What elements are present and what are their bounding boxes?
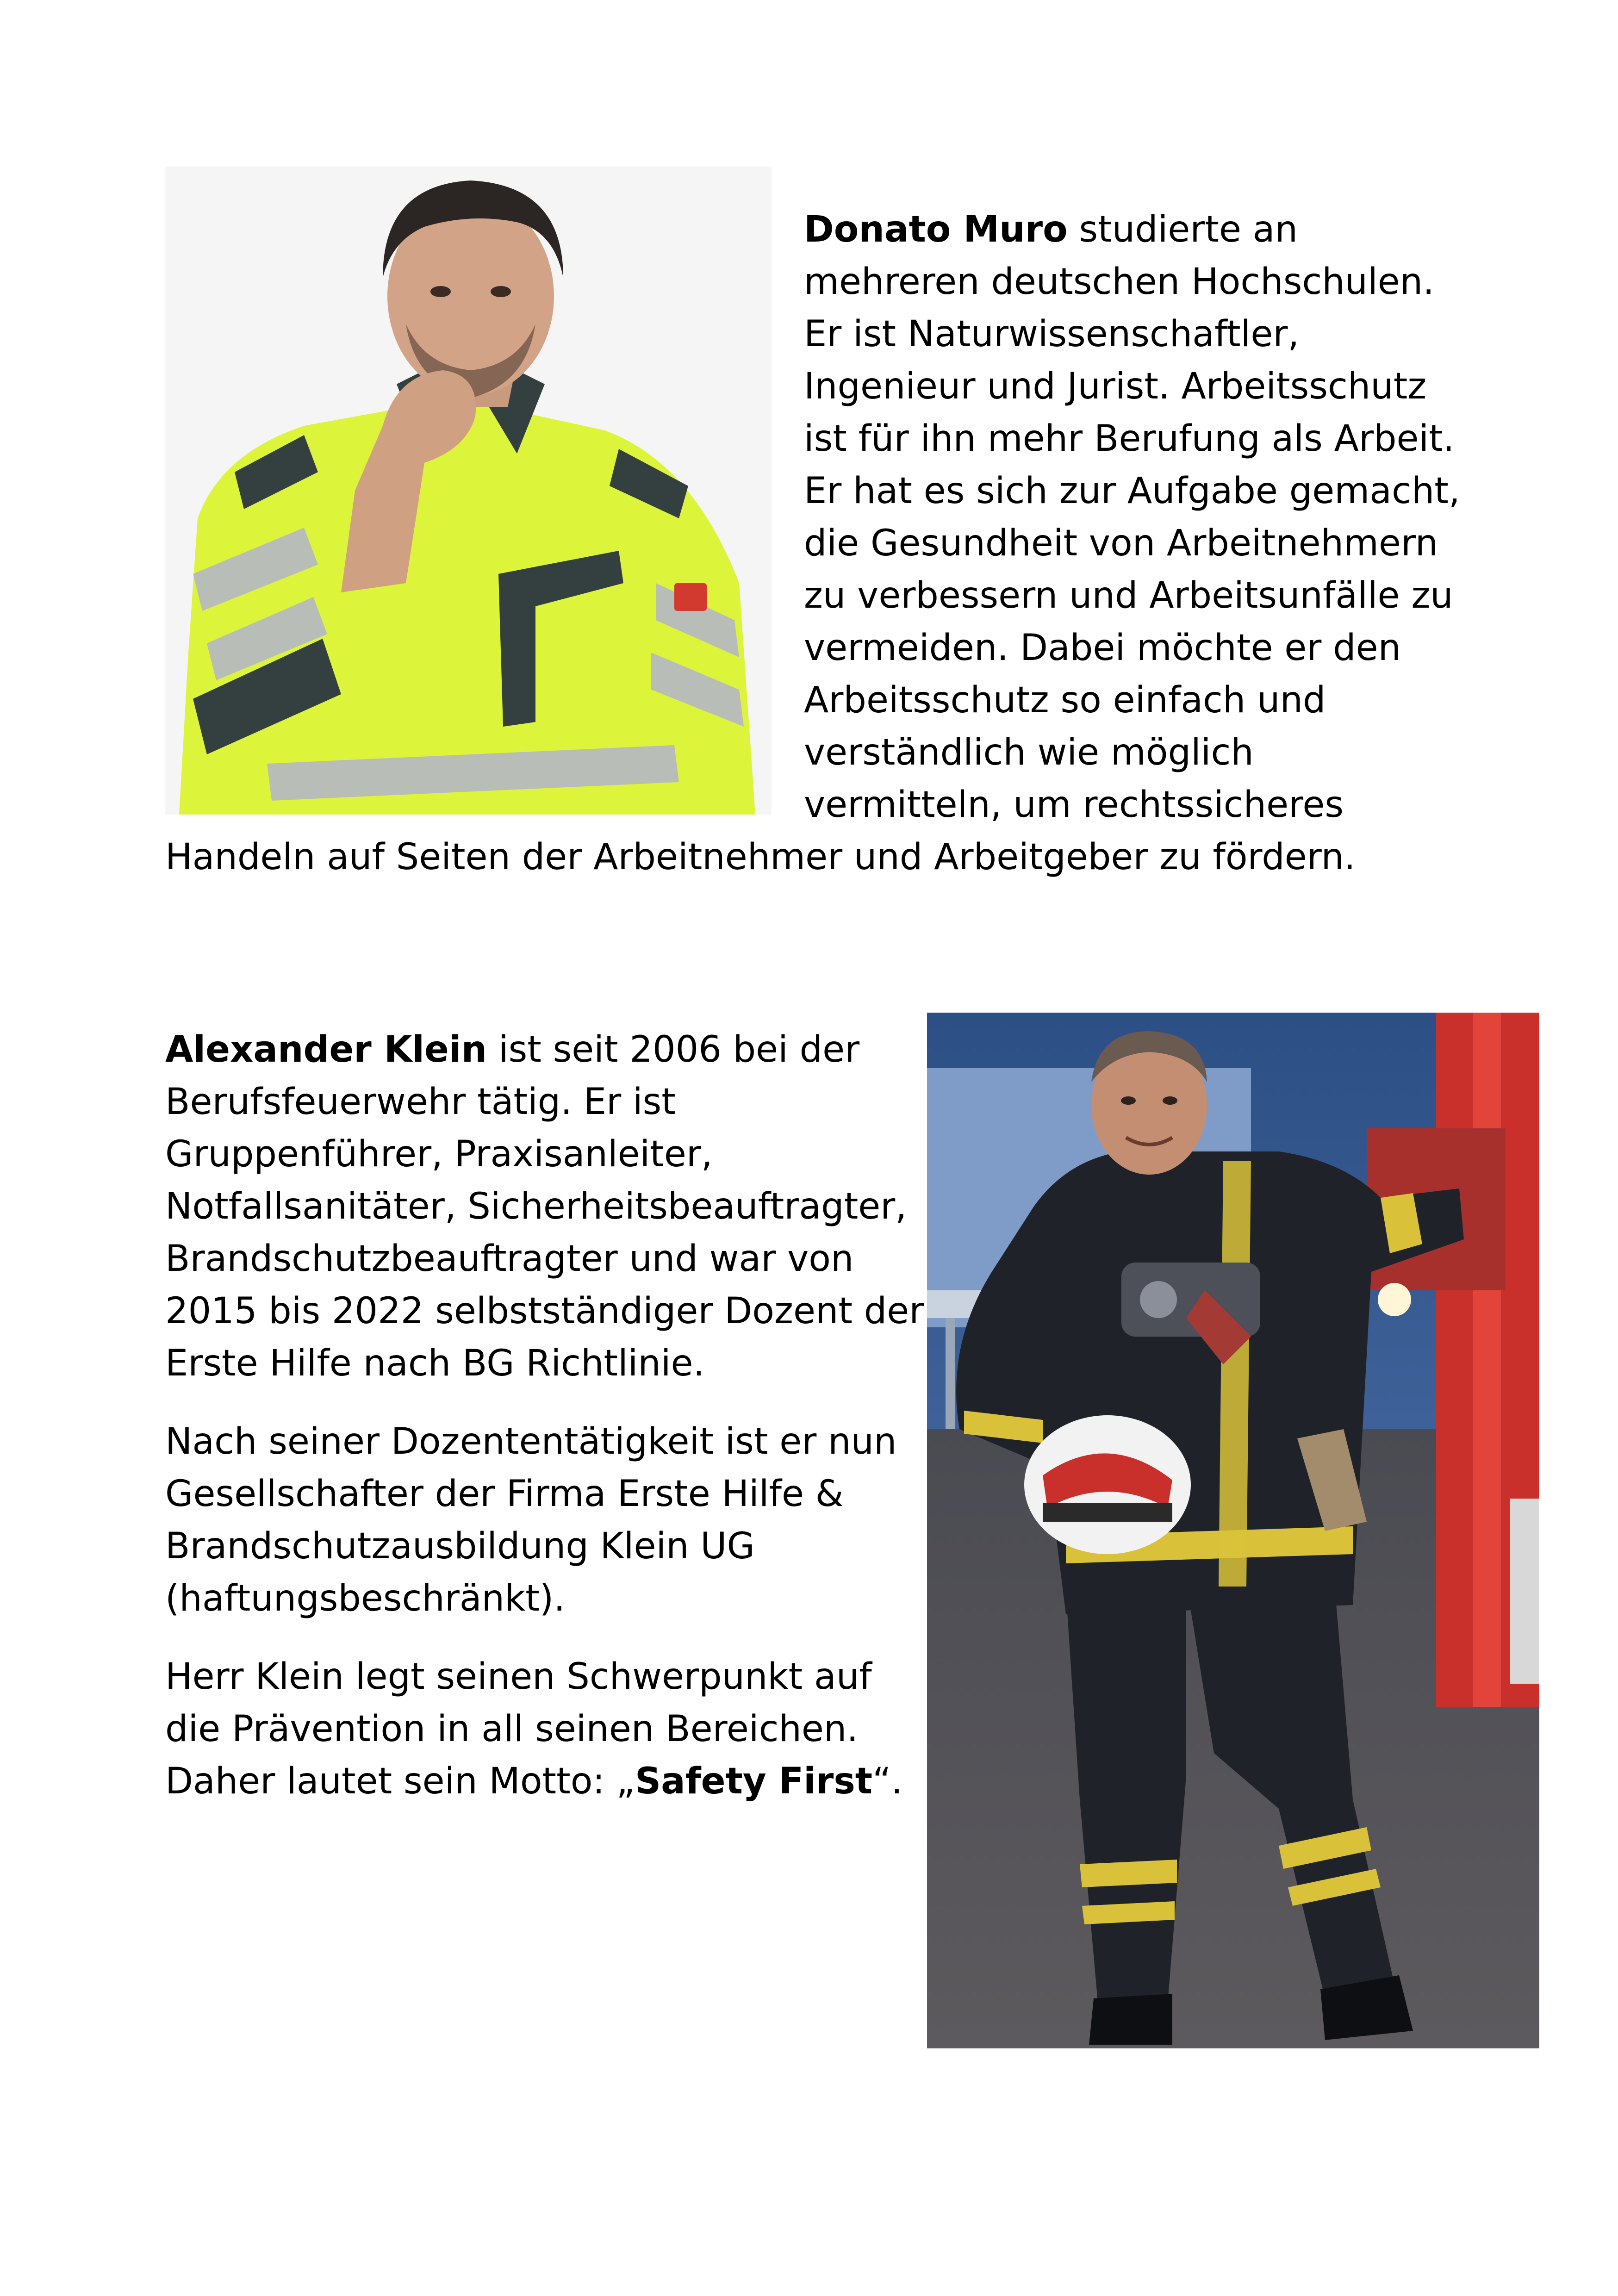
bio2-paragraph-1-text: ist seit 2006 bei der Berufsfeuerwehr tätig. Er ist Gruppenführer, Praxisanleiter, Notfallsanitäter, Sicherheitsbeauftragter, Brandschutzbeauftragter und war von 2015 bis 2022 selbstständiger Dozent der Erste Hilfe nach BG Richtlinie. [165,1029,924,1384]
bio2-paragraph-3 [165,1651,933,1808]
bio1-text: studierte an mehreren deutschen Hochschulen. Er ist Naturwissenschaftler, Ingenieur und Jurist. Arbeitsschutz ist für ihn mehr Berufung als Arbeit. Er hat es sich zur Aufgabe gemacht, die Gesundheit von Arbeitnehmern zu verbessern und Arbeitsunfälle zu vermeiden. Dabei möchte er den Arbeitsschutz so einfach und verständlich wie möglich vermitteln, um rechtssicheres Handeln auf Seiten der Arbeitnehmer und Arbeitgeber zu fördern. [165,209,1460,878]
quote-open: „ [616,1761,635,1802]
bio2-paragraph-3-text: Herr Klein legt seinen Schwerpunkt auf die Prävention in all seinen Bereichen. Daher lautet sein Motto: [165,1656,872,1802]
donato-muro-photo [165,167,772,815]
bio2-paragraph-1 [165,1024,933,1390]
bio1-name: Donato Muro [804,209,1068,250]
bio-alexander-klein [165,1024,933,1808]
bio-donato-muro [165,204,1461,884]
quote-close: “. [872,1761,903,1802]
motto: Safety First [635,1761,873,1802]
bio2-paragraph-2: Nach seiner Dozententätigkeit ist er nun Gesellschafter der Firma Erste Hilfe & Brandschutzausbildung Klein UG (haftungsbeschränkt). [165,1421,897,1619]
bio2-name: Alexander Klein [165,1029,487,1070]
alexander-klein-photo [927,1013,1539,2048]
